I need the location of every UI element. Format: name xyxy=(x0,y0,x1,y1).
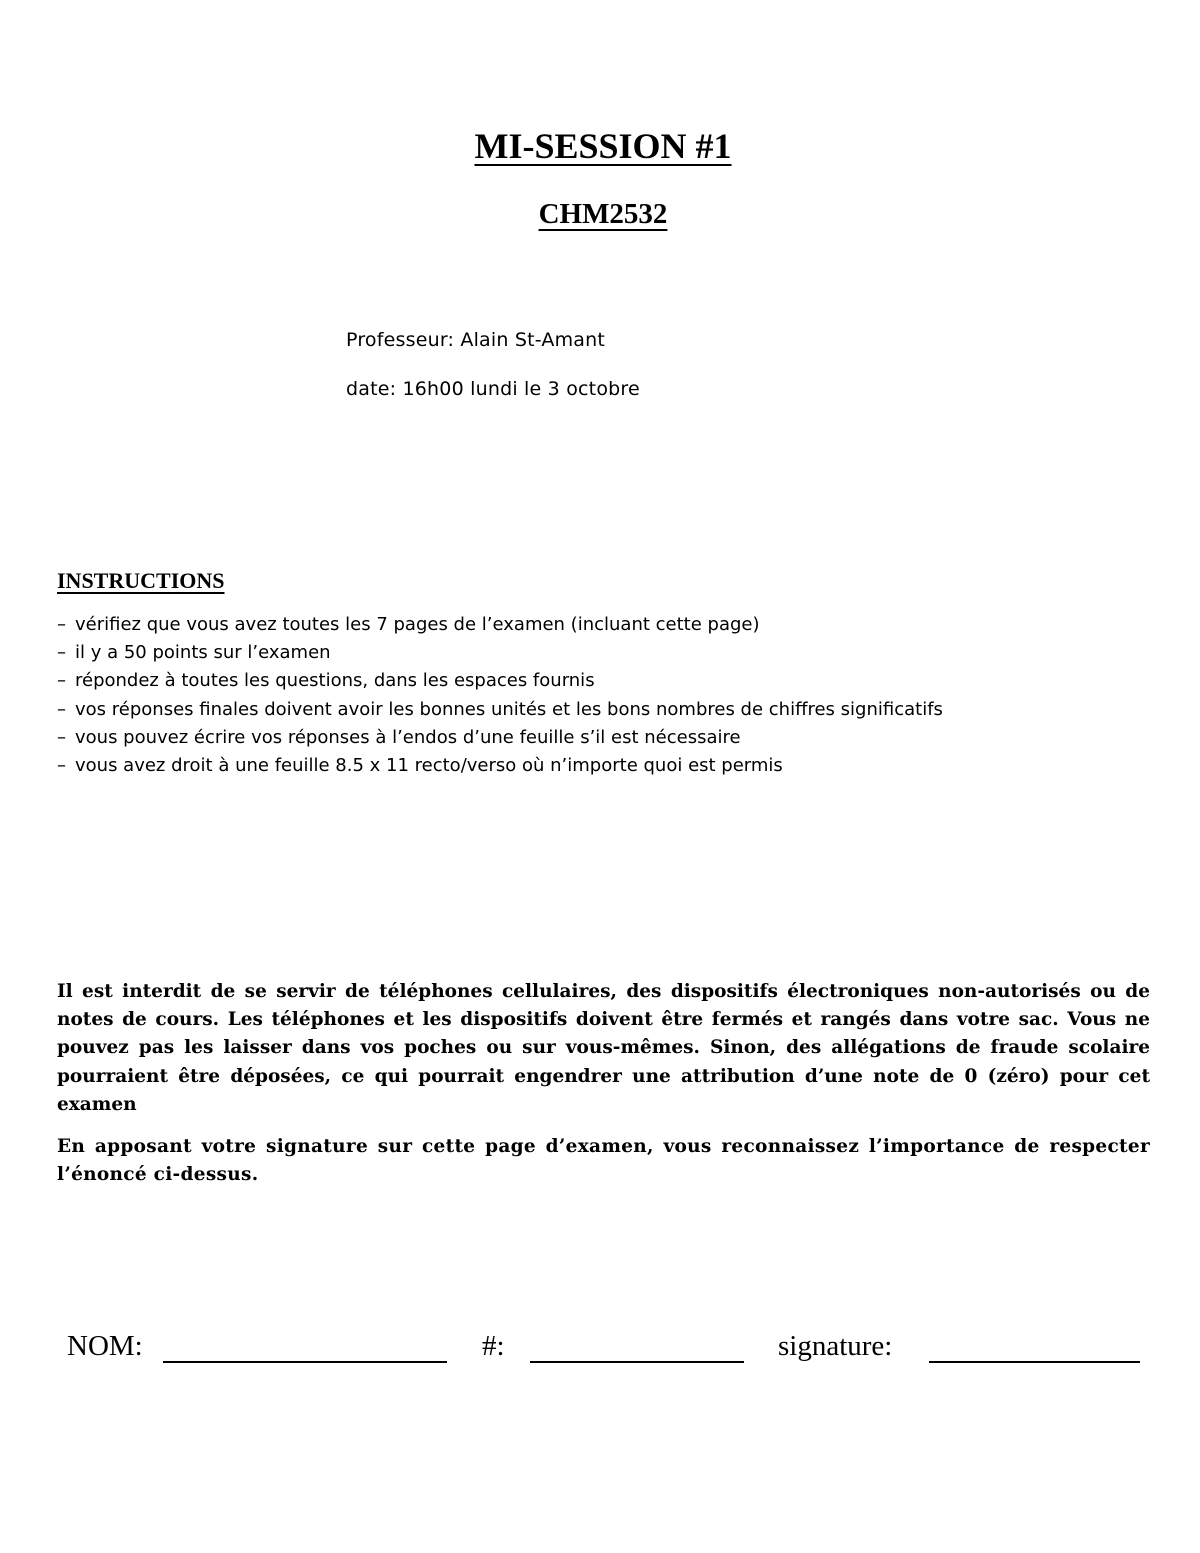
dash-bullet: – xyxy=(57,614,66,635)
signature-label: signature: xyxy=(778,1330,893,1362)
instruction-item: – vous avez droit à une feuille 8.5 x 11 recto/verso où n’importe quoi est permis xyxy=(57,754,783,776)
instruction-item: – vous pouvez écrire vos réponses à l’endos d’une feuille s’il est nécessaire xyxy=(57,726,741,748)
instruction-item: – il y a 50 points sur l’examen xyxy=(57,642,331,664)
professor-line: Professeur: Alain St-Amant xyxy=(346,329,606,351)
signature-agreement-paragraph: En apposant votre signature sur cette page d’examen, vous reconnaissez l’importance de respecter l’énoncé ci-dessus. xyxy=(57,1136,1150,1186)
name-blank-line[interactable] xyxy=(163,1361,447,1363)
instruction-item: – vos réponses finales doivent avoir les bonnes unités et les bons nombres de chiffres significatifs xyxy=(57,698,943,720)
signature-row xyxy=(0,1328,1200,1368)
name-label: NOM: xyxy=(67,1330,143,1362)
instructions-list xyxy=(57,613,1157,782)
date-line: date: 16h00 lundi le 3 octobre xyxy=(346,378,640,400)
dash-bullet: – xyxy=(57,726,66,748)
student-number-label: #: xyxy=(482,1330,505,1362)
course-code: CHM2532 xyxy=(538,198,668,230)
dash-bullet: – xyxy=(57,642,66,664)
device-warning-paragraph: Il est interdit de se servir de téléphones cellulaires, des dispositifs électroniques non-autorisés ou de notes de cours. Les téléphones et les dispositifs doivent être fermés et rangés dans votre sac. Vous ne pouvez pas les laisser dans vos poches ou sur vous-mêmes. Sinon, des allégations de fraude scolaire pourraient être déposées, ce qui pourrait engendrer une attribution d’une note de 0 (zéro) pour cet examen xyxy=(57,981,1150,1115)
dash-bullet: – xyxy=(57,670,66,692)
instruction-item: – vérifiez que vous avez toutes les 7 pages de l’examen (incluant cette page) xyxy=(57,614,760,635)
dash-bullet: – xyxy=(57,698,66,720)
instruction-item: – répondez à toutes les questions, dans les espaces fournis xyxy=(57,670,595,692)
exam-title: MI-SESSION #1 xyxy=(474,126,732,166)
signature-blank-line[interactable] xyxy=(929,1361,1140,1363)
instructions-heading: INSTRUCTIONS xyxy=(57,568,225,593)
student-number-blank-line[interactable] xyxy=(530,1361,744,1363)
dash-bullet: – xyxy=(57,754,66,776)
